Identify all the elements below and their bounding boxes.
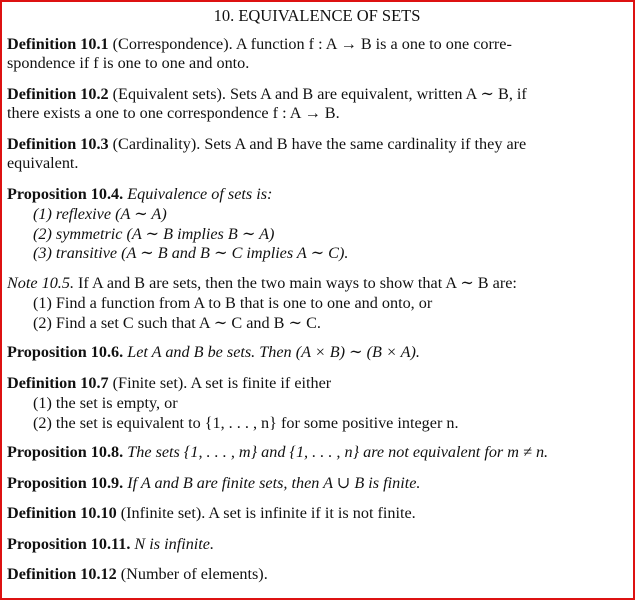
block-label: Proposition 10.11. xyxy=(7,534,131,553)
block-text: The sets {1, . . . , m} and {1, . . . , n} are not equivalent for m ≠ n. xyxy=(127,443,549,461)
note-10-5-list xyxy=(7,294,627,333)
block-text: (Correspondence). A function f : A → B is a one to one corre- xyxy=(112,34,512,53)
list-item: (2) symmetric (A ∼ B implies B ∼ A) xyxy=(33,224,275,243)
block-text: (Cardinality). Sets A and B have the same cardinality if they are xyxy=(112,134,527,153)
block-text: Equivalence of sets is: xyxy=(127,184,273,203)
block-text: (Finite set). A set is finite if either xyxy=(112,373,332,392)
list-item: (1) the set is empty, or xyxy=(33,394,178,412)
block-text-cont: there exists a one to one correspondence f : A → B. xyxy=(7,104,340,122)
block-label: Definition 10.12 xyxy=(7,565,117,583)
proposition-10-6 xyxy=(7,343,627,363)
block-label: Proposition 10.8. xyxy=(7,443,124,461)
list-item: (2) the set is equivalent to {1, . . . , n} for some positive integer n. xyxy=(33,413,459,432)
list-item: (1) Find a function from A to B that is one to one and onto, or xyxy=(33,294,433,312)
block-label: Definition 10.1 xyxy=(7,34,109,53)
definition-10-1 xyxy=(7,35,627,74)
definition-10-7 xyxy=(7,374,627,394)
proposition-10-4-list xyxy=(7,205,627,264)
block-text: (Equivalent sets). Sets A and B are equivalent, written A ∼ B, if xyxy=(112,84,527,103)
document-page xyxy=(7,6,627,596)
section-title: 10. EQUIVALENCE OF SETS xyxy=(213,6,421,25)
definition-10-3 xyxy=(7,135,627,174)
block-label: Definition 10.2 xyxy=(7,84,109,103)
list-item: (1) reflexive (A ∼ A) xyxy=(33,205,167,223)
block-text: (Number of elements). xyxy=(120,565,268,583)
list-item: (2) Find a set C such that A ∼ C and B ∼ C. xyxy=(33,313,321,332)
list-item: (3) transitive (A ∼ B and B ∼ C implies A ∼ C). xyxy=(33,244,349,262)
definition-10-12 xyxy=(7,565,627,585)
proposition-10-4 xyxy=(7,185,627,205)
block-text: N is infinite. xyxy=(134,534,215,553)
block-text-cont: spondence if f is one to one and onto. xyxy=(7,54,250,72)
note-10-5 xyxy=(7,274,627,294)
block-label: Definition 10.7 xyxy=(7,373,109,392)
block-label: Proposition 10.9. xyxy=(7,473,124,492)
block-text: If A and B are finite sets, then A ∪ B is finite. xyxy=(127,473,421,492)
block-text: (Infinite set). A set is infinite if it is not finite. xyxy=(120,504,416,522)
block-label: Proposition 10.6. xyxy=(7,343,124,361)
proposition-10-11 xyxy=(7,535,627,555)
proposition-10-9 xyxy=(7,474,627,494)
block-label: Definition 10.3 xyxy=(7,134,109,153)
proposition-10-8 xyxy=(7,443,627,463)
block-text: If A and B are sets, then the two main ways to show that A ∼ B are: xyxy=(78,273,517,292)
definition-10-10 xyxy=(7,504,627,524)
block-text-cont: equivalent. xyxy=(7,154,79,172)
block-label: Definition 10.10 xyxy=(7,504,117,522)
definition-10-7-list xyxy=(7,394,627,433)
block-text: Let A and B be sets. Then (A × B) ∼ (B × A). xyxy=(127,343,420,361)
block-label: Note 10.5. xyxy=(7,273,74,292)
definition-10-2 xyxy=(7,85,627,124)
block-label: Proposition 10.4. xyxy=(7,184,124,203)
